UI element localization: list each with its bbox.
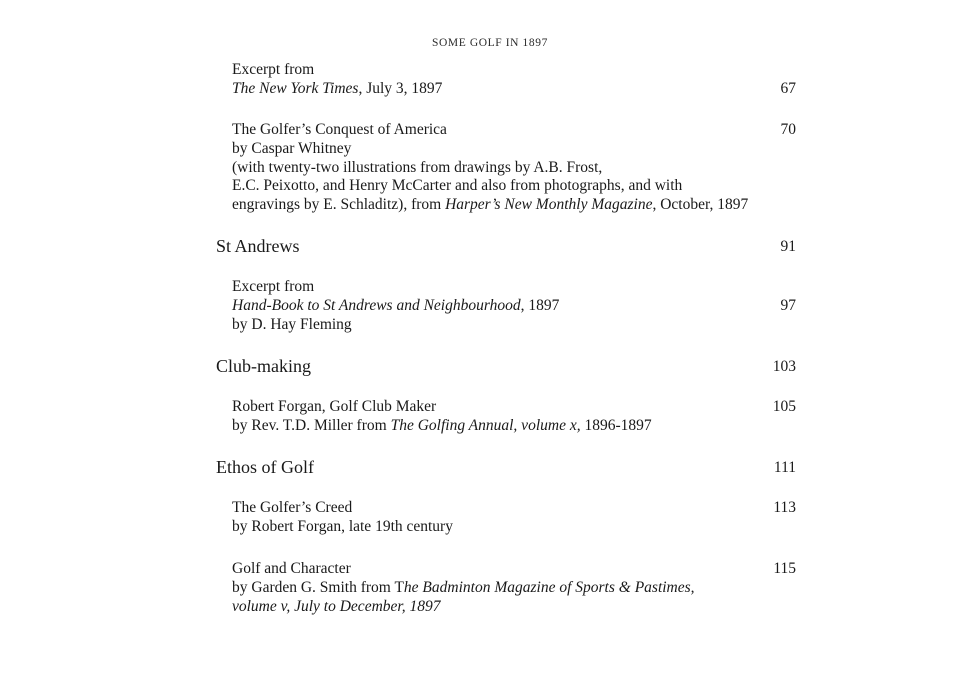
publication-date: , October, 1897	[652, 196, 749, 213]
publication-date: , July 3, 1897	[358, 80, 443, 97]
publication-title: he Badminton Magazine of Sports & Pastimes,	[403, 579, 695, 596]
toc-section-ethos: Ethos of Golf	[216, 457, 314, 477]
toc-entry-creed-page: 113	[773, 499, 796, 516]
publication-title: Harper’s New Monthly Magazine	[445, 196, 653, 213]
toc-entry-forgan-maker-line2	[232, 417, 652, 435]
publication-date: , 1897	[520, 297, 560, 314]
toc-entry-handbook-line2	[232, 297, 559, 315]
publication-date: 1896-1897	[580, 417, 652, 434]
publication-volume: volume v, July to December, 1897	[232, 598, 441, 615]
toc-entry-character-line2	[232, 579, 695, 597]
toc-entry-forgan-maker-title: Robert Forgan, Golf Club Maker	[232, 398, 437, 415]
toc-entry-nyt-line1: Excerpt from	[232, 61, 315, 78]
line-text: by Garden G. Smith from T	[232, 579, 404, 596]
toc-entry-creed-author: by Robert Forgan, late 19th century	[232, 518, 453, 535]
toc-entry-character-line3	[232, 598, 440, 616]
toc-section-ethos-page: 111	[773, 459, 796, 476]
toc-entry-conquest-author: by Caspar Whitney	[232, 140, 352, 157]
toc-section-club-making-page: 103	[772, 358, 796, 375]
toc-entry-character-title: Golf and Character	[232, 560, 351, 577]
toc-entry-conquest-page: 70	[780, 121, 796, 138]
toc-entry-forgan-maker-page: 105	[772, 398, 796, 415]
line-text: engravings by E. Schladitz), from	[232, 196, 446, 213]
toc-entry-handbook-author: by D. Hay Fleming	[232, 316, 352, 333]
line-text: by Rev. T.D. Miller from	[232, 417, 391, 434]
publication-title: Hand-Book to St Andrews and Neighbourhood	[232, 297, 521, 314]
running-head: SOME GOLF IN 1897	[432, 37, 548, 49]
toc-section-club-making: Club-making	[216, 356, 311, 376]
publication-title: The New York Times	[232, 80, 359, 97]
toc-entry-conquest-title: The Golfer’s Conquest of America	[232, 121, 447, 138]
toc-entry-conquest-line5	[232, 196, 748, 214]
publication-title: The Golfing Annual, volume x,	[390, 417, 581, 434]
toc-entry-creed-title: The Golfer’s Creed	[232, 499, 353, 516]
toc-section-st-andrews: St Andrews	[216, 236, 300, 256]
toc-entry-conquest-line4: E.C. Peixotto, and Henry McCarter and also from photographs, and with	[232, 177, 683, 194]
toc-entry-character-page: 115	[773, 560, 796, 577]
toc-entry-nyt-page: 67	[780, 80, 796, 97]
toc-entry-conquest-line3: (with twenty-two illustrations from drawings by A.B. Frost,	[232, 159, 603, 176]
toc-entry-handbook-page: 97	[780, 297, 796, 314]
toc-section-st-andrews-page: 91	[780, 238, 796, 255]
toc-entry-nyt-line2	[232, 80, 442, 98]
toc-entry-handbook-line1: Excerpt from	[232, 278, 315, 295]
